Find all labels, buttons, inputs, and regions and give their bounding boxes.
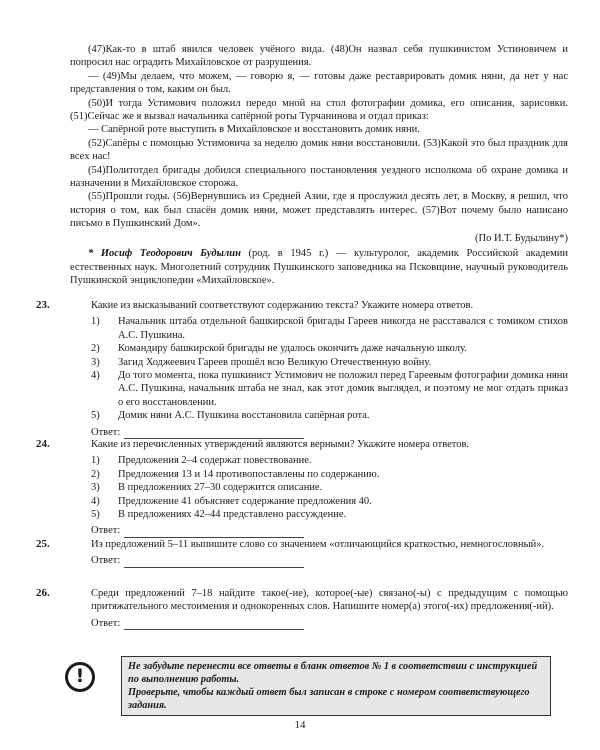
- question-number: 24.: [36, 438, 50, 450]
- option-number: 3): [91, 356, 100, 368]
- option-item: [91, 468, 568, 481]
- author-bio: [70, 247, 568, 287]
- option-item: [91, 315, 568, 342]
- answer-field[interactable]: [124, 619, 304, 630]
- option-item: [91, 356, 568, 369]
- answer-field[interactable]: [124, 557, 304, 568]
- option-number: 4): [91, 370, 100, 382]
- option-text: Начальник штаба отдельной башкирской бригады Гареев никогда не расставался с томиком стихов А.С. Пушкина.: [118, 316, 568, 341]
- author-name: * Иосиф Теодорович Будылин: [88, 248, 241, 260]
- question-25: [36, 538, 568, 568]
- question-text: Какие из перечисленных утверждений являются верными? Укажите номера ответов.: [91, 439, 470, 450]
- option-number: 5): [91, 410, 100, 422]
- passage-paragraph: (52)Сапёры с помощью Устимовича за неделю домик няни восстановили. (53)Какой это был праздник для всех нас!: [70, 137, 568, 163]
- notice-line: Не забудьте перенести все ответы в бланк ответов № 1 в соответствии с инструкцией по выполнению работы.: [128, 661, 538, 685]
- option-item: [91, 369, 568, 409]
- exclamation-icon: !: [65, 662, 95, 692]
- answer-row: [91, 524, 568, 537]
- answer-field[interactable]: [124, 527, 304, 538]
- option-text: Загид Ходжеевич Гареев прошёл всю Великую Отечественную войну.: [118, 356, 432, 368]
- passage-paragraph: (50)И тогда Устимович положил передо мной на стол фотографии домика, его описания, зарисовки. (51)Сейчас же я вызвал начальника сапёрной роты Турчанинова и отдал приказ:: [70, 97, 568, 123]
- text-passage: [70, 43, 568, 287]
- page-number: 14: [294, 719, 306, 731]
- option-number: 1): [91, 455, 100, 467]
- question-number: 26.: [36, 587, 50, 599]
- option-text: Предложение 41 объясняет содержание предложения 40.: [118, 495, 372, 507]
- option-item: [91, 495, 568, 508]
- option-text: Домик няни А.С. Пушкина восстановила сапёрная рота.: [118, 410, 370, 422]
- answer-label: Ответ:: [91, 426, 121, 438]
- option-item: [91, 481, 568, 494]
- option-number: 3): [91, 482, 100, 494]
- question-text: Из предложений 5–11 выпишите слово со значением «отличающийся краткостью, немногословный».: [91, 539, 545, 550]
- passage-paragraph: — (49)Мы делаем, что можем, — говорю я, — готовы даже реставрировать домик няни, да нет у нас представления о том, каким он был.: [70, 70, 568, 96]
- author-bio-text: (род. в 1945 г.) — культуролог, академик Российской академии естественных наук. Многолетний сотрудник Пушкинского заповедника на Псковщине, научный руководитель Пушкинской энциклопедии «Михайловское».: [70, 248, 568, 286]
- option-item: [91, 508, 568, 521]
- passage-paragraph: — Сапёрной роте выступить в Михайловское и восстановить домик няни.: [88, 124, 420, 136]
- question-number: 25.: [36, 538, 50, 550]
- option-text: В предложениях 42–44 представлено рассуждение.: [118, 509, 347, 521]
- question-26: [36, 587, 568, 630]
- option-item: [91, 409, 568, 422]
- option-list: [91, 315, 568, 422]
- option-list: [91, 454, 568, 521]
- question-23: [36, 299, 568, 439]
- option-text: До того момента, пока пушкинист Устимович не положил перед Гареевым фотографии домика няни А.С. Пушкина, начальник штаба не знал, как этот домик выглядел, и поэтому не мог отдать приказ о его восстановлении.: [118, 370, 568, 408]
- passage-paragraph: (55)Прошли годы. (56)Вернувшись из Средней Азии, где я прослужил десять лет, в Москву, я решил, что история о том, как был спасён домик няни, может представлять интерес. (57)Вот почему было написано письмо в Пушкинский Дом».: [70, 191, 568, 230]
- passage-source: (По И.Т. Будылину*): [474, 232, 568, 244]
- question-text: Какие из высказываний соответствуют содержанию текста? Укажите номера ответов.: [91, 300, 474, 311]
- passage-paragraph: (54)Политотдел бригады добился специального постановления уездного исполкома об охране домика и назначении в Михайловское сторожа.: [70, 164, 568, 190]
- answer-label: Ответ:: [91, 525, 121, 537]
- option-text: В предложениях 27–30 содержится описание.: [118, 482, 323, 494]
- option-number: 5): [91, 509, 100, 521]
- option-number: 4): [91, 495, 100, 507]
- answer-row: [91, 617, 568, 630]
- answer-label: Ответ:: [91, 555, 121, 567]
- option-number: 2): [91, 468, 100, 480]
- answer-label: Ответ:: [91, 617, 121, 629]
- question-text: Среди предложений 7–18 найдите такое(-ие), которое(-ые) связано(-ы) с предыдущим с помощью притяжательного местоимения и однокоренных слов. Напишите номер(а) этого(-их) предложения(-ий).: [91, 588, 568, 613]
- passage-paragraph: (47)Как-то в штаб явился человек учёного вида. (48)Он назвал себя пушкинистом Устиновичем и попросил нас оградить Михайловское от разрушения.: [70, 44, 568, 69]
- option-number: 2): [91, 343, 100, 355]
- option-number: 1): [91, 316, 100, 328]
- option-item: [91, 342, 568, 355]
- question-24: [36, 438, 568, 538]
- option-text: Предложения 2–4 содержат повествование.: [118, 455, 312, 467]
- question-number: 23.: [36, 299, 50, 311]
- option-item: [91, 454, 568, 467]
- option-text: Предложения 13 и 14 противопоставлены по содержанию.: [118, 468, 380, 480]
- option-text: Командиру башкирской бригады не удалось окончить даже начальную школу.: [118, 343, 467, 355]
- notice-box: [121, 656, 551, 716]
- answer-row: [91, 554, 568, 567]
- notice-line: Проверьте, чтобы каждый ответ был записан в строке с номером соответствующего задания.: [128, 687, 530, 711]
